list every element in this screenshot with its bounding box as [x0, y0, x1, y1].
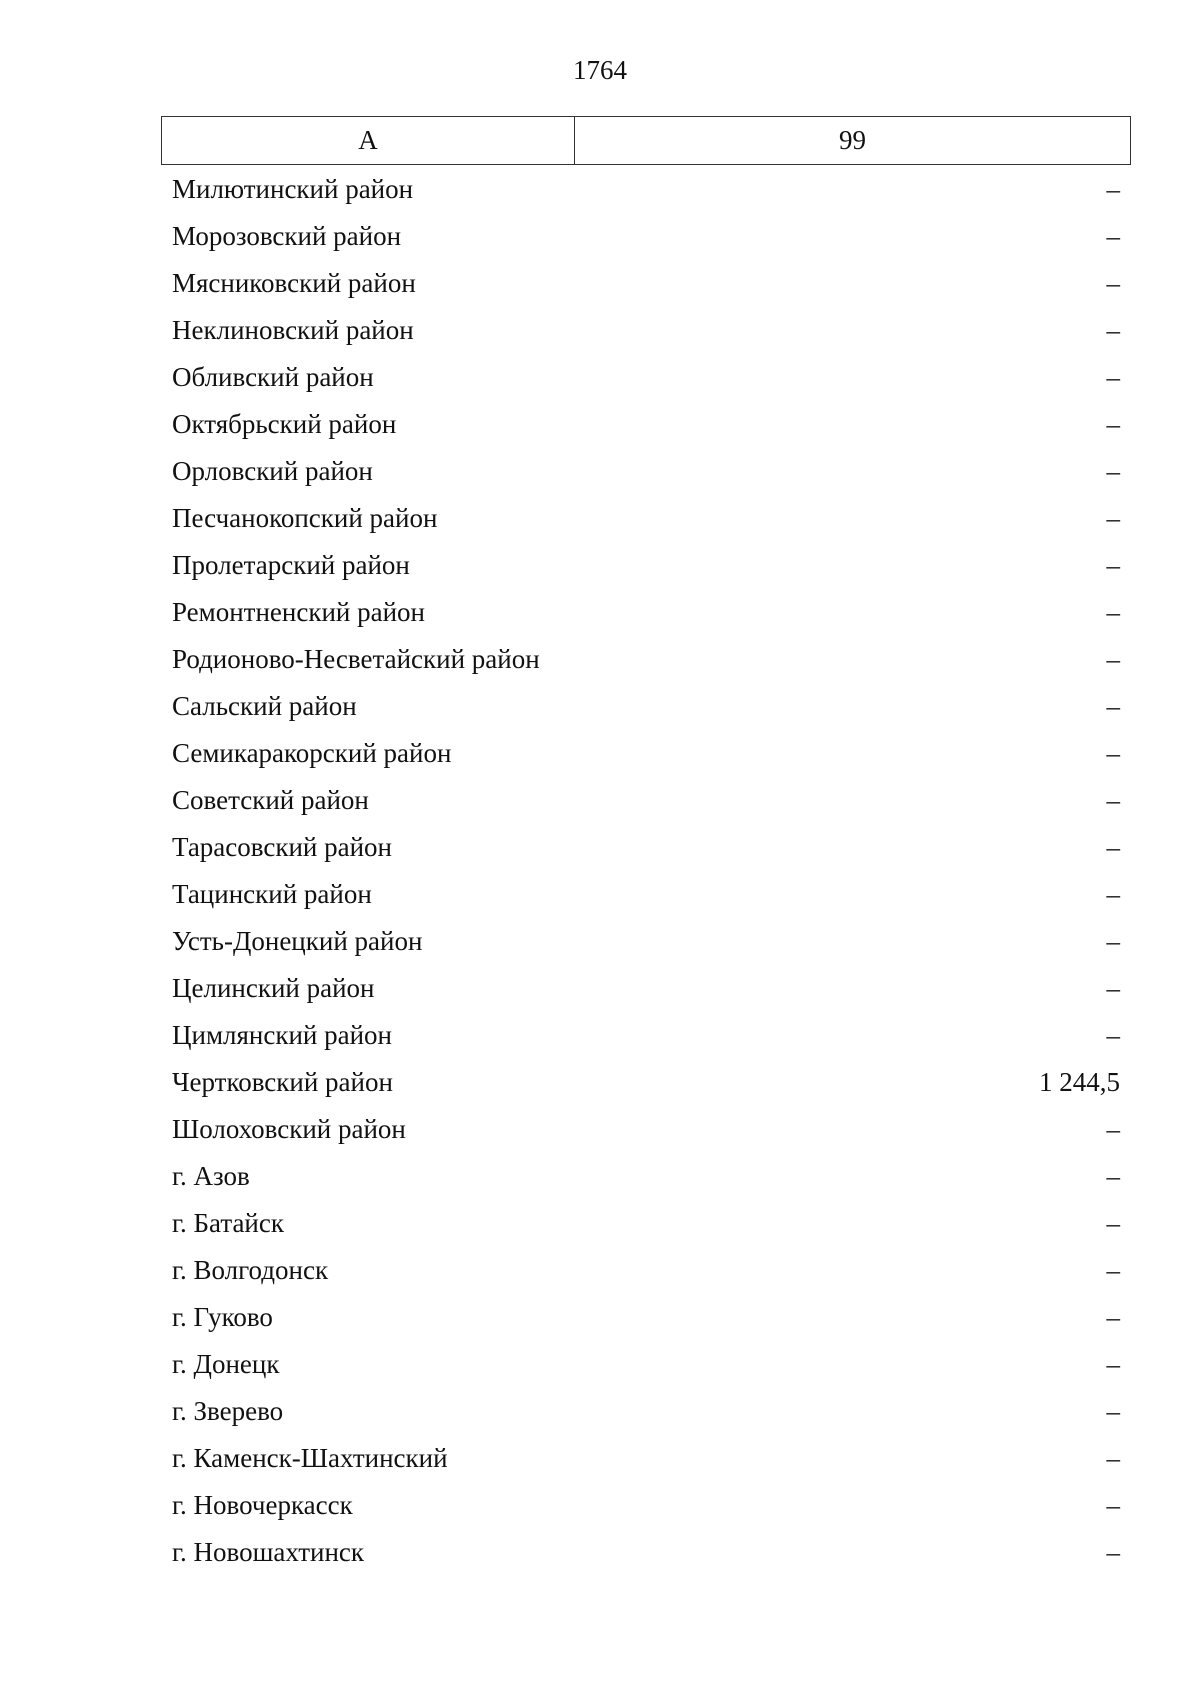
row-value: –	[1106, 1255, 1120, 1285]
row-label: Октябрьский район	[172, 409, 397, 439]
table-row	[172, 1153, 1120, 1200]
row-value: –	[1106, 973, 1120, 1003]
table-row	[172, 589, 1120, 636]
table-row	[172, 824, 1120, 871]
row-value: –	[1106, 1208, 1120, 1238]
row-value: –	[1106, 1161, 1120, 1191]
row-value: –	[1106, 409, 1120, 439]
table-row	[172, 871, 1120, 918]
row-value: –	[1106, 1443, 1120, 1473]
row-label: Сальский район	[172, 691, 357, 721]
table-row	[172, 1482, 1120, 1529]
row-label: Пролетарский район	[172, 550, 410, 580]
row-label: г. Батайск	[172, 1208, 284, 1238]
row-value: –	[1106, 503, 1120, 533]
row-value: –	[1106, 315, 1120, 345]
row-value: –	[1106, 1490, 1120, 1520]
row-value: –	[1106, 1302, 1120, 1332]
table-row	[172, 1294, 1120, 1341]
row-value: 1 244,5	[1039, 1067, 1120, 1097]
table-row	[172, 1388, 1120, 1435]
row-label: г. Азов	[172, 1161, 250, 1191]
row-value: –	[1106, 268, 1120, 298]
row-label: Семикаракорский район	[172, 738, 452, 768]
row-label: г. Донецк	[172, 1349, 280, 1379]
row-value: –	[1106, 174, 1120, 204]
row-label: г. Гуково	[172, 1302, 273, 1332]
table-row	[172, 1341, 1120, 1388]
table-row	[172, 683, 1120, 730]
table-row	[172, 495, 1120, 542]
row-value: –	[1106, 1537, 1120, 1567]
row-label: Милютинский район	[172, 174, 414, 204]
header-cell-a: А	[162, 117, 575, 164]
table-row	[172, 1247, 1120, 1294]
table-row	[172, 1012, 1120, 1059]
row-value: –	[1106, 879, 1120, 909]
row-value: –	[1106, 832, 1120, 862]
table-row	[172, 260, 1120, 307]
row-value: –	[1106, 644, 1120, 674]
table-row	[172, 1529, 1120, 1576]
table-row	[172, 636, 1120, 683]
table-row	[172, 1059, 1120, 1106]
row-label: Тацинский район	[172, 879, 372, 909]
table-row	[172, 166, 1120, 213]
page-number: 1764	[573, 55, 627, 85]
row-label: г. Каменск-Шахтинский	[172, 1443, 448, 1473]
row-label: Мясниковский район	[172, 268, 416, 298]
row-value: –	[1106, 926, 1120, 956]
row-value: –	[1106, 456, 1120, 486]
row-value: –	[1106, 221, 1120, 251]
table-row	[172, 1200, 1120, 1247]
row-label: г. Волгодонск	[172, 1255, 329, 1285]
row-label: Песчанокопский район	[172, 503, 438, 533]
table-row	[172, 965, 1120, 1012]
row-label: Усть-Донецкий район	[172, 926, 423, 956]
table-row	[172, 918, 1120, 965]
table-row	[172, 777, 1120, 824]
row-label: г. Зверево	[172, 1396, 284, 1426]
row-label: Морозовский район	[172, 221, 402, 251]
row-value: –	[1106, 738, 1120, 768]
row-label: Шолоховский район	[172, 1114, 406, 1144]
table-body	[172, 166, 1120, 1576]
table-row	[172, 542, 1120, 589]
row-value: –	[1106, 1114, 1120, 1144]
row-label: Орловский район	[172, 456, 373, 486]
table-row	[172, 401, 1120, 448]
row-label: Родионово-Несветайский район	[172, 644, 540, 674]
table-header	[161, 116, 1131, 165]
row-value: –	[1106, 1349, 1120, 1379]
row-value: –	[1106, 597, 1120, 627]
row-label: Целинский район	[172, 973, 375, 1003]
row-label: Цимлянский район	[172, 1020, 393, 1050]
row-value: –	[1106, 550, 1120, 580]
row-label: Тарасовский район	[172, 832, 392, 862]
row-label: Обливский район	[172, 362, 374, 392]
row-value: –	[1106, 1396, 1120, 1426]
table-row	[172, 213, 1120, 260]
row-value: –	[1106, 1020, 1120, 1050]
row-value: –	[1106, 691, 1120, 721]
row-label: Ремонтненский район	[172, 597, 425, 627]
row-value: –	[1106, 785, 1120, 815]
row-label: Чертковский район	[172, 1067, 393, 1097]
table-row	[172, 354, 1120, 401]
table-row	[172, 730, 1120, 777]
header-cell-b: 99	[839, 125, 866, 155]
table-row	[172, 448, 1120, 495]
row-value: –	[1106, 362, 1120, 392]
table-row	[172, 307, 1120, 354]
table-row	[172, 1435, 1120, 1482]
row-label: Неклиновский район	[172, 315, 414, 345]
row-label: г. Новошахтинск	[172, 1537, 364, 1567]
row-label: г. Новочеркасск	[172, 1490, 353, 1520]
row-label: Советский район	[172, 785, 369, 815]
table-row	[172, 1106, 1120, 1153]
